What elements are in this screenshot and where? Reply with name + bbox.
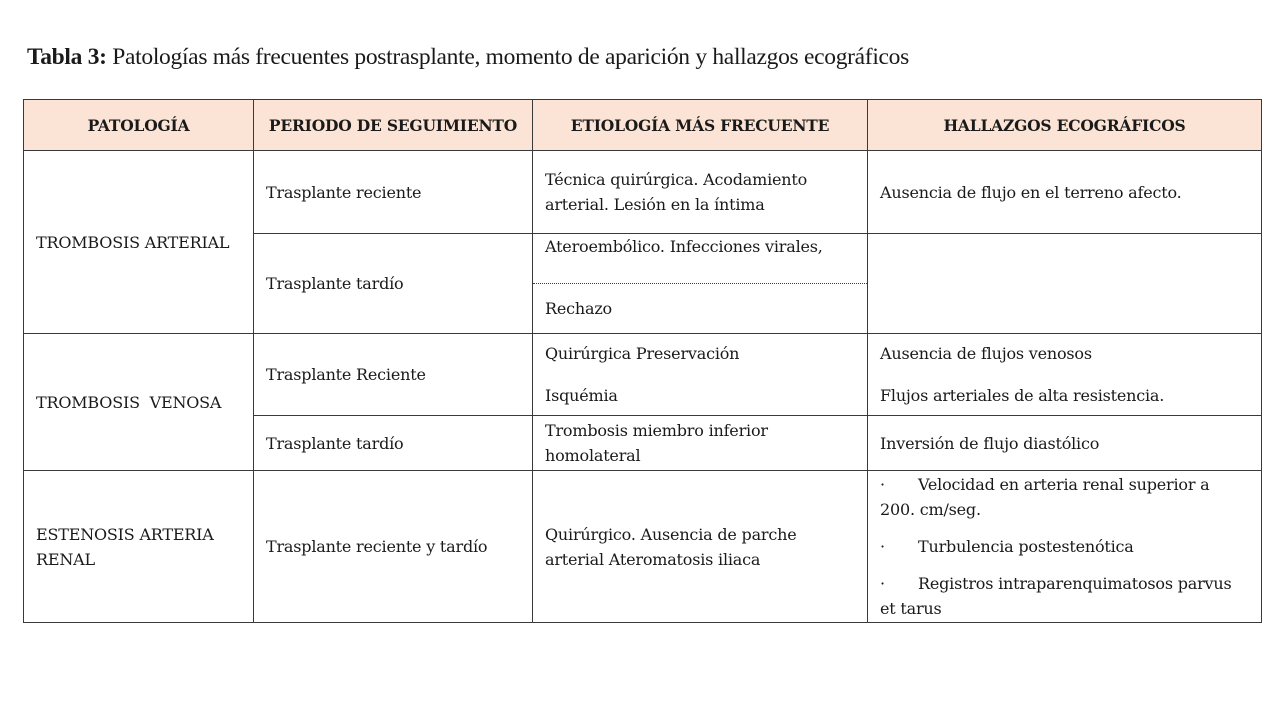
findings-bullet-text: Turbulencia postestenótica — [918, 537, 1134, 556]
cell-etiology: Quirúrgico. Ausencia de parche arterial Ateromatosis iliaca — [533, 471, 868, 623]
findings-line: Flujos arteriales de alta resistencia. — [880, 386, 1165, 405]
header-etiology: ETIOLOGÍA MÁS FRECUENTE — [533, 100, 868, 151]
table-header-row — [24, 100, 1262, 151]
bullet-icon: · — [880, 574, 885, 593]
findings-bullet-text: Registros intraparenquimatosos parvus et tarus — [880, 574, 1232, 618]
header-follow-up-period: PERIODO DE SEGUIMIENTO — [254, 100, 533, 151]
cell-period: Trasplante reciente — [254, 151, 533, 234]
etiology-line: Isquémia — [545, 386, 618, 405]
cell-etiology: Ateroembólico. Infecciones virales, — [533, 234, 868, 284]
findings-line: Ausencia de flujos venosos — [880, 344, 1092, 363]
cell-period: Trasplante tardío — [254, 416, 533, 471]
cell-pathology-arterial: TROMBOSIS ARTERIAL — [24, 151, 254, 334]
cell-period: Trasplante tardío — [254, 234, 533, 334]
bullet-icon: · — [880, 475, 885, 494]
cell-etiology: Técnica quirúrgica. Acodamiento arterial. Lesión en la íntima — [533, 151, 868, 234]
cell-etiology: Rechazo — [533, 284, 868, 334]
cell-findings — [868, 471, 1262, 623]
cell-period: Trasplante Reciente — [254, 334, 533, 416]
cell-findings — [868, 334, 1262, 416]
findings-bullet-text: Velocidad en arteria renal superior a 200. cm/seg. — [880, 475, 1210, 519]
table-row — [24, 471, 1262, 623]
findings-bullet — [880, 472, 1249, 522]
table-title — [27, 44, 909, 71]
cell-findings — [868, 234, 1262, 334]
pathology-table — [23, 99, 1262, 623]
findings-bullet — [880, 571, 1249, 621]
table-title-label: Tabla 3: — [27, 44, 107, 70]
cell-pathology-venous: TROMBOSIS VENOSA — [24, 334, 254, 471]
table-row — [24, 151, 1262, 234]
cell-findings: Inversión de flujo diastólico — [868, 416, 1262, 471]
cell-pathology-stenosis: ESTENOSIS ARTERIA RENAL — [24, 471, 254, 623]
table-title-text: Patologías más frecuentes postrasplante, momento de aparición y hallazgos ecográficos — [112, 44, 909, 70]
cell-etiology — [533, 334, 868, 416]
header-pathology: PATOLOGÍA — [24, 100, 254, 151]
cell-etiology: Trombosis miembro inferior homolateral — [533, 416, 868, 471]
etiology-line: Quirúrgica Preservación — [545, 344, 740, 363]
bullet-icon: · — [880, 537, 885, 556]
header-findings: HALLAZGOS ECOGRÁFICOS — [868, 100, 1262, 151]
table-row — [24, 334, 1262, 416]
cell-period: Trasplante reciente y tardío — [254, 471, 533, 623]
cell-findings: Ausencia de flujo en el terreno afecto. — [868, 151, 1262, 234]
findings-bullet — [880, 534, 1249, 559]
